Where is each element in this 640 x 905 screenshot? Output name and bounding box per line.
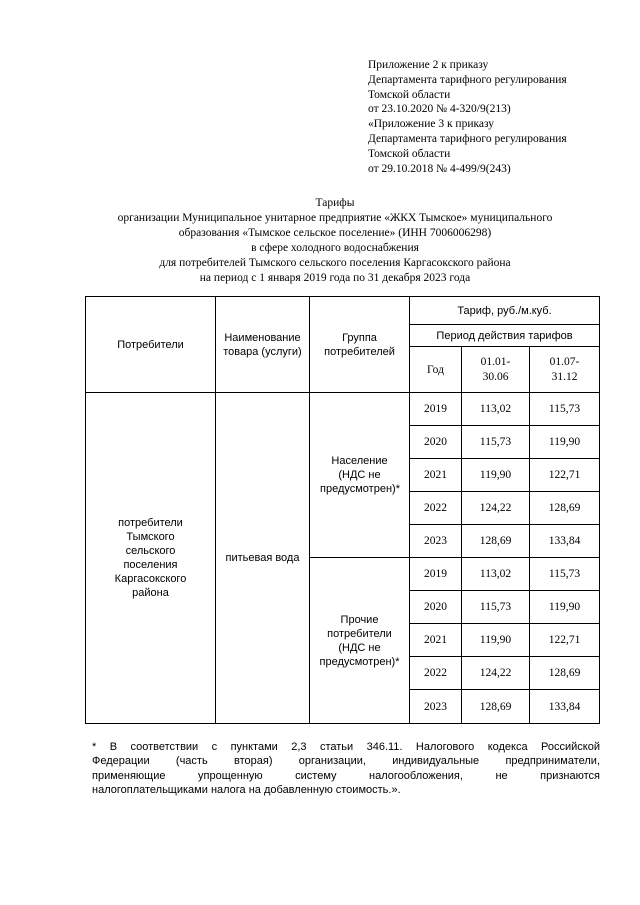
year-cell: 2023 <box>410 690 462 724</box>
tariff-h1-cell: 115,73 <box>462 426 530 459</box>
header-line: Томской области <box>368 147 451 160</box>
group-cell-population: Население (НДС не предусмотрен)* <box>310 393 410 558</box>
year-cell: 2020 <box>410 426 462 459</box>
footnote-line: применяющие упрощенную систему налогообложения, не признаются <box>92 769 600 782</box>
header-tariff: Тариф, руб./м.куб. <box>410 297 600 325</box>
consumers-cell: потребители Тымского сельского поселения Каргасокского района <box>86 393 216 724</box>
year-cell: 2020 <box>410 591 462 624</box>
title-line: Тарифы <box>315 197 355 209</box>
year-cell: 2019 <box>410 393 462 426</box>
tariff-h1-cell: 113,02 <box>462 558 530 591</box>
tariff-h1-cell: 115,73 <box>462 591 530 624</box>
header-group: Группа потребителей <box>310 297 410 393</box>
table-header-row <box>86 297 600 325</box>
header-product: Наименование товара (услуги) <box>216 297 310 393</box>
tariff-h1-cell: 124,22 <box>462 657 530 690</box>
tariff-h1-cell: 128,69 <box>462 525 530 558</box>
tariff-table <box>85 296 600 724</box>
group-cell-other: Прочие потребители (НДС не предусмотрен)* <box>310 558 410 724</box>
vat-footnote <box>92 740 600 797</box>
header-line: Приложение 2 к приказу <box>368 59 489 71</box>
header-period-1: 01.01-30.06 <box>462 347 530 393</box>
header-period: Период действия тарифов <box>410 325 600 347</box>
tariff-h2-cell: 128,69 <box>530 492 600 525</box>
year-cell: 2023 <box>410 525 462 558</box>
header-line: Департамента тарифного регулирования <box>368 73 567 86</box>
year-cell: 2021 <box>410 459 462 492</box>
header-line: от 29.10.2018 № 4-499/9(243) <box>368 162 511 175</box>
tariff-h2-cell: 115,73 <box>530 393 600 426</box>
header-line: Томской области <box>368 88 451 101</box>
year-cell: 2019 <box>410 558 462 591</box>
tariff-h1-cell: 128,69 <box>462 690 530 724</box>
tariff-h1-cell: 113,02 <box>462 393 530 426</box>
footnote-line: Федерации (часть вторая) организации, индивидуальные предприниматели, <box>92 755 600 768</box>
tariff-h2-cell: 128,69 <box>530 657 600 690</box>
tariff-h2-cell: 133,84 <box>530 690 600 724</box>
year-cell: 2021 <box>410 624 462 657</box>
header-period-2: 01.07-31.12 <box>530 347 600 393</box>
header-line: от 23.10.2020 № 4-320/9(213) <box>368 103 511 116</box>
header-consumers: Потребители <box>86 297 216 393</box>
tariff-h2-cell: 119,90 <box>530 591 600 624</box>
tariff-h2-cell: 122,71 <box>530 624 600 657</box>
title-line: на период с 1 января 2019 года по 31 декабря 2023 года <box>199 272 471 284</box>
header-line: Департамента тарифного регулирования <box>368 132 567 145</box>
year-cell: 2022 <box>410 492 462 525</box>
title-line: образования «Тымское сельское поселение» (ИНН 7006006298) <box>178 227 492 239</box>
tariff-h1-cell: 119,90 <box>462 459 530 492</box>
footnote-line: налогоплательщиками налога на добавленную стоимость.». <box>92 783 401 796</box>
tariff-h2-cell: 115,73 <box>530 558 600 591</box>
footnote-line: * В соответствии с пунктами 2,3 статьи 346.11. Налогового кодекса Российской <box>92 741 600 753</box>
order-reference-block <box>368 58 608 176</box>
product-cell: питьевая вода <box>216 393 310 724</box>
header-year: Год <box>410 347 462 393</box>
tariff-h2-cell: 122,71 <box>530 459 600 492</box>
document-title <box>70 196 600 286</box>
tariff-h1-cell: 119,90 <box>462 624 530 657</box>
title-line: организации Муниципальное унитарное предприятие «ЖКХ Тымское» муниципального <box>117 212 553 224</box>
title-line: в сфере холодного водоснабжения <box>251 242 419 254</box>
tariff-h2-cell: 119,90 <box>530 426 600 459</box>
title-line: для потребителей Тымского сельского поселения Каргасокского района <box>159 257 511 269</box>
year-cell: 2022 <box>410 657 462 690</box>
tariff-h2-cell: 133,84 <box>530 525 600 558</box>
header-line: «Приложение 3 к приказу <box>368 118 495 131</box>
tariff-h1-cell: 124,22 <box>462 492 530 525</box>
table-row <box>86 393 600 426</box>
